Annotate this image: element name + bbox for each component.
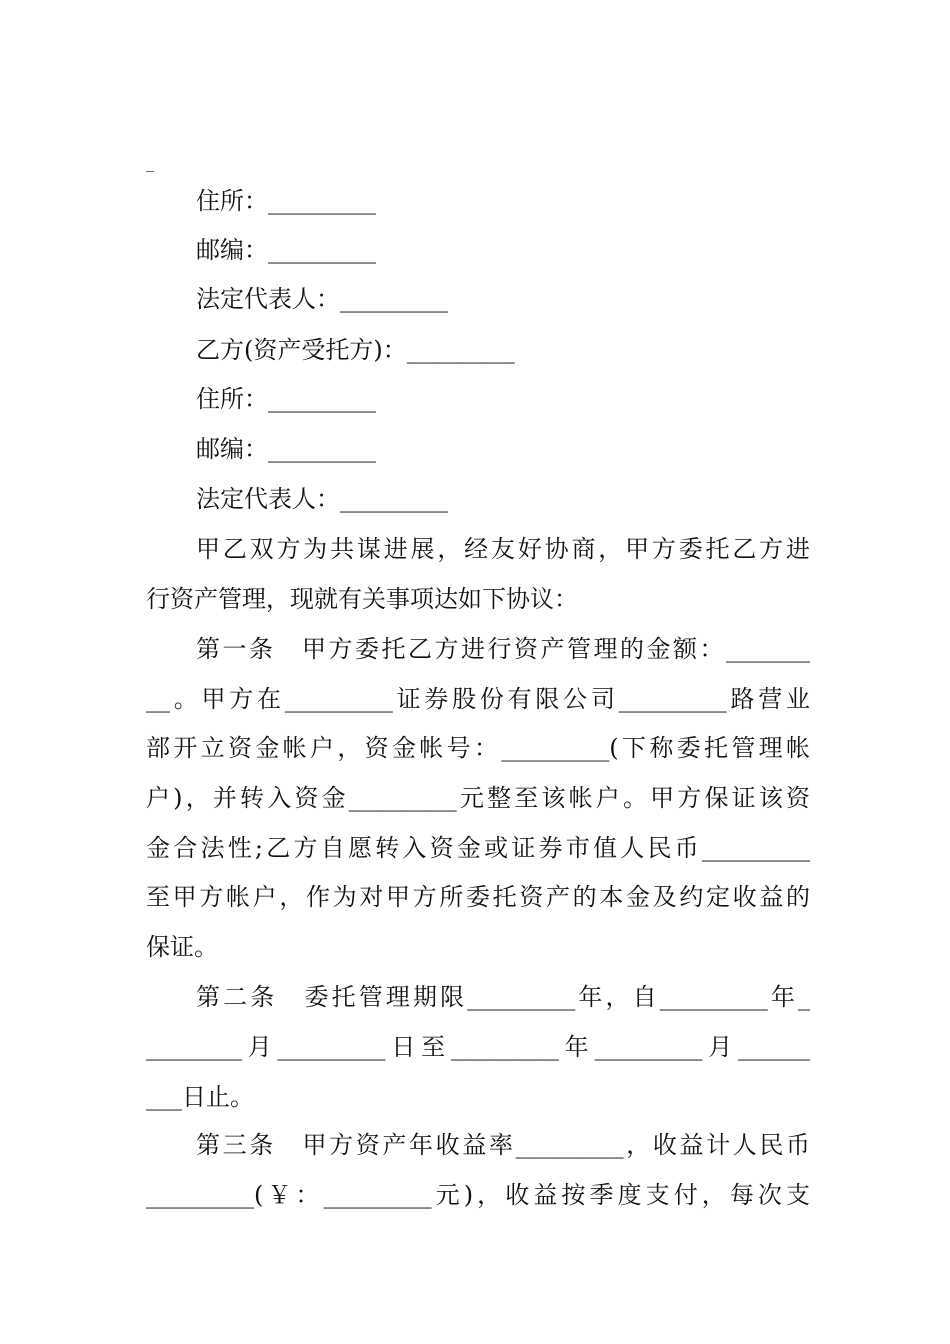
party-a-address: 住所：_________ xyxy=(196,187,376,215)
preamble-line-1: 甲乙双方为共谋进展，经友好协商，甲方委托乙方进 xyxy=(196,535,810,563)
article-1-line-5: 金合法性;乙方自愿转入资金或证券市值人民币_________ xyxy=(146,834,810,862)
article-2-line-2: ________月_________日至_________年_________月______ xyxy=(146,1033,810,1061)
party-b-address: 住所：_________ xyxy=(196,385,376,413)
article-1-line-2: __。甲方在_________证券股份有限公司_________路营业 xyxy=(146,685,810,713)
top-mark: _ xyxy=(146,153,154,172)
article-1-line-4: 户)，并转入资金_________元整至该帐户。甲方保证该资 xyxy=(146,784,810,812)
article-2-line-3: ___日止。 xyxy=(146,1083,254,1111)
article-1-line-1: 第一条 甲方委托乙方进行资产管理的金额：_______ xyxy=(196,635,810,663)
article-2-line-1: 第二条 委托管理期限_________年，自_________年_ xyxy=(196,983,810,1011)
article-3-line-1: 第三条 甲方资产年收益率_________，收益计人民币 xyxy=(196,1131,810,1159)
party-b-legal-rep: 法定代表人：_________ xyxy=(196,485,448,513)
party-b-postcode: 邮编：_________ xyxy=(196,435,376,463)
article-1-line-3: 部开立资金帐户，资金帐号：_________(下称委托管理帐 xyxy=(146,734,810,762)
article-1-line-6: 至甲方帐户，作为对甲方所委托资产的本金及约定收益的 xyxy=(146,883,810,911)
party-a-legal-rep: 法定代表人：_________ xyxy=(196,285,448,313)
party-b-title: 乙方(资产受托方)：_________ xyxy=(196,336,515,364)
party-a-postcode: 邮编：_________ xyxy=(196,236,376,264)
article-3-line-2: _________(￥：_________元)，收益按季度支付，每次支 xyxy=(146,1181,810,1209)
preamble-line-2: 行资产管理，现就有关事项达如下协议： xyxy=(146,585,578,613)
article-1-line-7: 保证。 xyxy=(146,933,218,961)
